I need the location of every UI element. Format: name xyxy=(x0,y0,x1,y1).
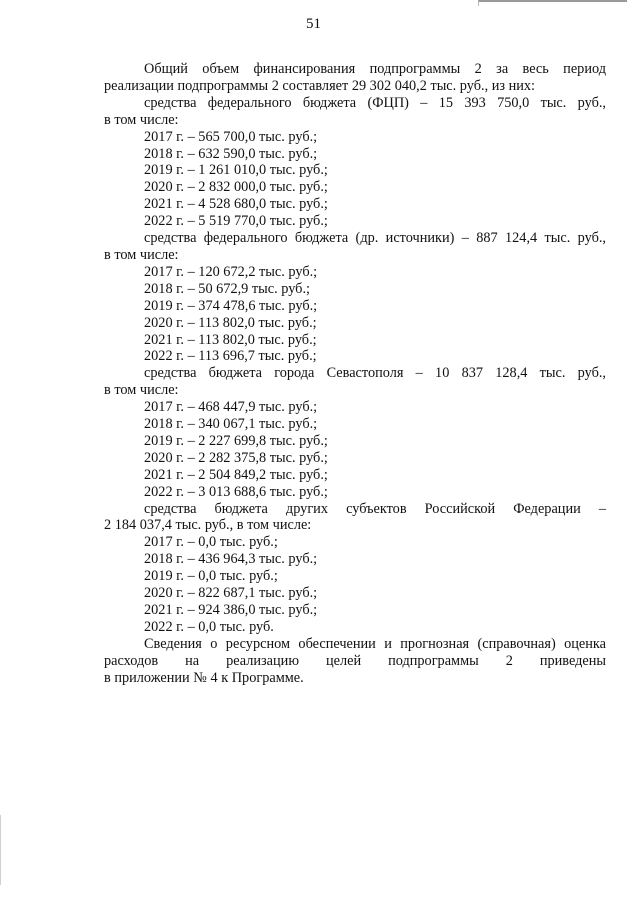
list-item: 2018 г. – 50 672,9 тыс. руб.; xyxy=(144,280,310,297)
list-item: 2022 г. – 5 519 770,0 тыс. руб.; xyxy=(144,213,328,230)
list-item: 2022 г. – 0,0 тыс. руб. xyxy=(144,618,274,635)
section-subheading: 2 184 037,4 тыс. руб., в том числе: xyxy=(104,517,312,534)
list-item: 2018 г. – 436 964,3 тыс. руб.; xyxy=(144,551,318,568)
list-item: 2017 г. – 0,0 тыс. руб.; xyxy=(144,534,278,551)
section-heading-federal-ftsp: средства федерального бюджета (ФЦП) – 15 393 750,0 тыс. руб., xyxy=(144,94,606,111)
page-number: 51 xyxy=(306,16,321,32)
list-item: 2021 г. – 4 528 680,0 тыс. руб.; xyxy=(144,196,328,213)
list-item: 2017 г. – 120 672,2 тыс. руб.; xyxy=(144,263,318,280)
list-item: 2019 г. – 1 261 010,0 тыс. руб.; xyxy=(144,162,328,179)
list-item: 2019 г. – 374 478,6 тыс. руб.; xyxy=(144,297,318,314)
list-item: 2022 г. – 3 013 688,6 тыс. руб.; xyxy=(144,483,328,500)
list-item: 2021 г. – 113 802,0 тыс. руб.; xyxy=(144,331,317,348)
section-subheading: в том числе: xyxy=(104,111,179,128)
list-item: 2018 г. – 340 067,1 тыс. руб.; xyxy=(144,416,318,433)
list-item: 2017 г. – 468 447,9 тыс. руб.; xyxy=(144,399,318,416)
scan-edge-mark-left xyxy=(0,815,4,885)
list-item: 2020 г. – 822 687,1 тыс. руб.; xyxy=(144,585,318,602)
list-item: 2020 г. – 2 832 000,0 тыс. руб.; xyxy=(144,179,328,196)
closing-line-2: расходов на реализацию целей подпрограммы 2 приведены xyxy=(104,652,606,669)
intro-line-1: Общий объем финансирования подпрограммы 2 за весь период xyxy=(144,61,606,77)
document-body xyxy=(104,61,606,687)
list-item: 2021 г. – 2 504 849,2 тыс. руб.; xyxy=(144,466,328,483)
list-item: 2022 г. – 113 696,7 тыс. руб.; xyxy=(144,348,317,365)
list-item: 2021 г. – 924 386,0 тыс. руб.; xyxy=(144,602,318,618)
scan-edge-mark xyxy=(478,0,627,6)
list-item: 2019 г. – 0,0 тыс. руб.; xyxy=(144,568,278,585)
closing-line-1: Сведения о ресурсном обеспечении и прогнозная (справочная) оценка xyxy=(144,635,606,652)
section-subheading: в том числе: xyxy=(104,382,179,399)
list-item: 2020 г. – 2 282 375,8 тыс. руб.; xyxy=(144,449,328,466)
list-item: 2020 г. – 113 802,0 тыс. руб.; xyxy=(144,314,317,331)
section-subheading: в том числе: xyxy=(104,246,179,263)
section-heading-federal-other: средства федерального бюджета (др. источники) – 887 124,4 тыс. руб., xyxy=(144,230,606,247)
list-item: 2017 г. – 565 700,0 тыс. руб.; xyxy=(144,128,318,145)
section-heading-sevastopol: средства бюджета города Севастополя – 10 837 128,4 тыс. руб., xyxy=(144,365,606,382)
intro-line-2: реализации подпрограммы 2 составляет 29 302 040,2 тыс. руб., из них: xyxy=(104,77,536,94)
closing-line-3: в приложении № 4 к Программе. xyxy=(104,669,304,686)
list-item: 2019 г. – 2 227 699,8 тыс. руб.; xyxy=(144,432,328,449)
section-heading-other-subjects: средства бюджета других субъектов Российской Федерации – xyxy=(144,500,606,517)
list-item: 2018 г. – 632 590,0 тыс. руб.; xyxy=(144,145,318,162)
